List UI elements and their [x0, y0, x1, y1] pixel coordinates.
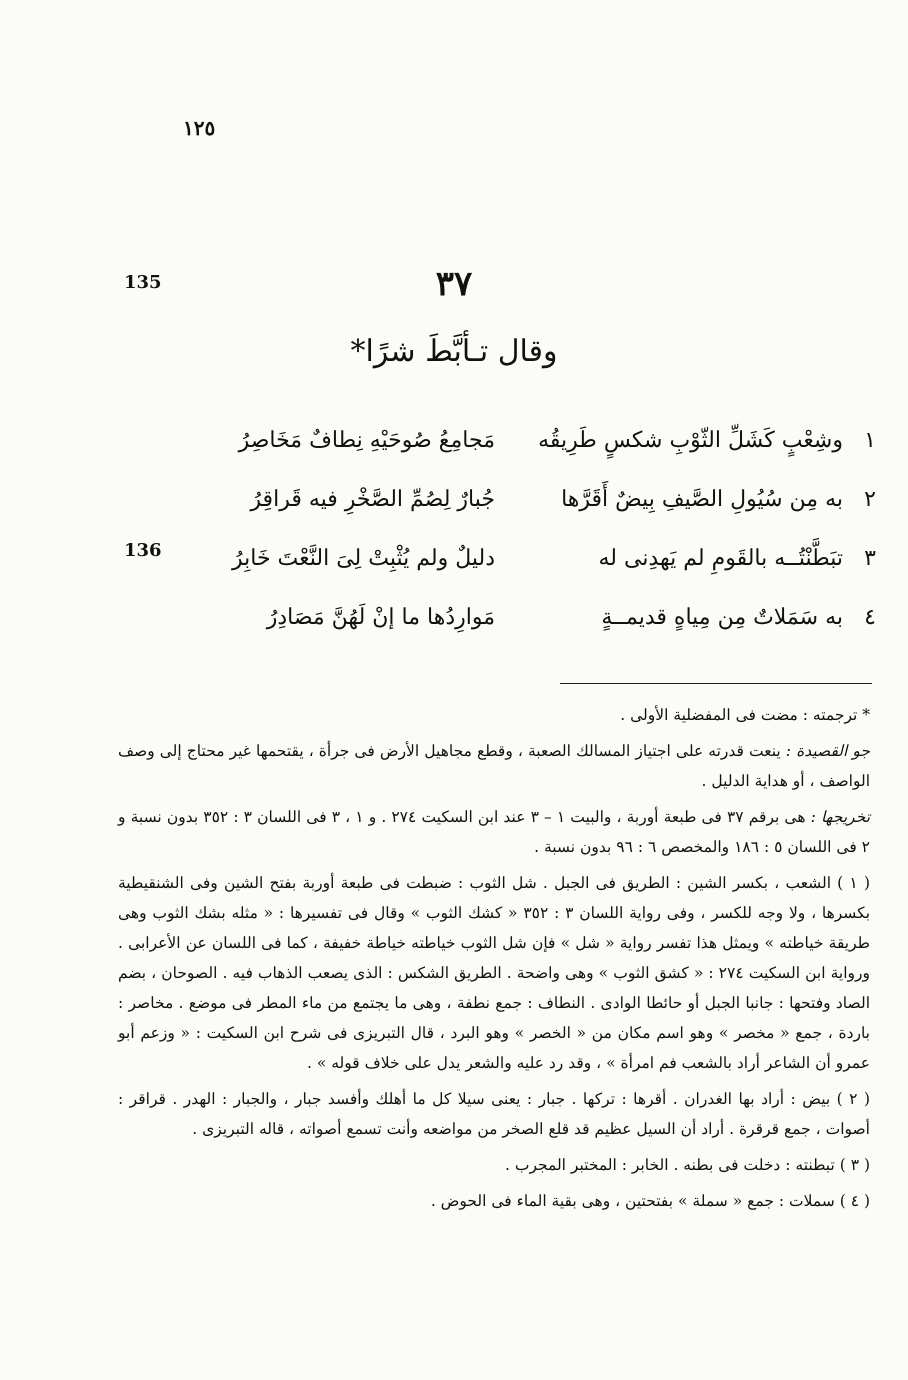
verse-second-hemistich: جُبارٌ لِصُمِّ الصَّخْرِ فيه قَراقِرُ — [250, 487, 495, 512]
footnotes — [118, 700, 870, 1222]
verse-row — [150, 605, 885, 655]
verse-second-hemistich: مَوارِدُها ما إنْ لَهُنَّ مَصَادِرُ — [266, 605, 495, 630]
note-gist — [118, 736, 870, 796]
poem-number: ٣٧ — [435, 264, 473, 304]
note-translation: * ترجمته : مضت فى المفضلية الأولى . — [620, 706, 870, 724]
verse-second-hemistich: دليلٌ ولم يُثْبِتْ لِىَ النَّعْتَ خَابِرُ — [231, 546, 495, 571]
note-gist-text: ينعت قدرته على اجتياز المسالك الصعبة ، وقطع مجاهيل الأرض فى جرأة ، يقتحمها غير محتاج إلى وصف الواصف ، أو هداية الدليل . — [118, 742, 870, 790]
verse-number: ٢ — [864, 487, 876, 512]
verse-row — [150, 487, 885, 537]
note-gist-label: جو القصيدة : — [785, 742, 870, 760]
margin-page-number: 136 — [124, 540, 162, 561]
verse-second-hemistich: مَجامِعُ صُوحَيْهِ نِطافٌ مَخَاصِرُ — [238, 428, 495, 453]
original-page-number: 135 — [124, 272, 162, 293]
verse-first-hemistich: به مِن سُيُولِ الصَّيفِ بِيضٌ أَقَرَّها — [561, 487, 843, 512]
verse-first-hemistich: به سَمَلاتٌ مِن مِياهٍ قديمــةٍ — [601, 605, 843, 630]
verse-row — [150, 428, 885, 478]
verse-first-hemistich: تبَطَّنْتُــه بالقَومِ لم يَهدِنى له — [598, 546, 843, 571]
verse-first-hemistich: وشِعْبٍ كَشَلِّ الثّوْبِ شكسٍ طَرِيقُه — [538, 428, 843, 453]
note-takhrij — [118, 802, 870, 862]
note-verse-2: ( ٢ ) بيض : أراد بها الغدران . أقرها : تركها . جبار : يعنى سيلا كل ما أهلك وأفسد جبار ، والجبار : الهدر . قراقر : أصوات ، جمع قرقرة . أراد أن السيل عظيم قد قلع الصخر من مواضعه وأنت تسمع أصواته ، قاله التبريزى . — [118, 1090, 870, 1138]
note-takhrij-label: تخريجها : — [810, 808, 871, 826]
note-verse-3: ( ٣ ) تبطنته : دخلت فى بطنه . الخابر : المختبر المجرب . — [505, 1156, 870, 1174]
verse-row — [150, 546, 885, 596]
poem-title: وقال تـأبَّطَ شرًا* — [350, 334, 558, 369]
arabic-page-number: ١٢٥ — [183, 116, 216, 140]
footnote-divider — [560, 683, 872, 684]
verse-number: ٤ — [864, 605, 876, 630]
note-verse-4: ( ٤ ) سملات : جمع « سملة » بفتحتين ، وهى بقية الماء فى الحوض . — [430, 1192, 870, 1210]
verse-number: ٣ — [864, 546, 876, 571]
verse-number: ١ — [864, 428, 876, 453]
note-takhrij-text: هى برقم ٣٧ فى طبعة أوربة ، والبيت ١ – ٣ عند ابن السكيت ٢٧٤ . و ١ ، ٣ فى اللسان ٣ : ٣٥٢ بدون نسبة و ٢ فى اللسان ٥ : ١٨٦ والمخصص ٦ : ٩٦ بدون نسبة . — [118, 808, 870, 856]
note-verse-1: ( ١ ) الشعب ، بكسر الشين : الطريق فى الجبل . شل الثوب : ضبطت فى طبعة أوربة بفتح الشين وفى الشنقيطية بكسرها ، ولا وجه للكسر ، وفى رواية اللسان ٣ : ٣٥٢ « كشك الثوب » وقال فى تفسيرها : « مثله بشك الثوب وهى طريقة خياطته » ويمثل هذا تفسر رواية « شل » فإن شل الثوب خياطته خياطة خفيفة ، كما فى اللسان عن الأعرابى . ورواية ابن السكيت ٢٧٤ : « كشق الثوب » وهى واضحة . الطريق الشكس : الذى يصعب الذهاب فيه . الصوحان ، بضم الصاد وفتحها : جانبا الجبل أو حائطا الوادى . النطاف : جمع نطفة ، وهى ما يجتمع من ماء المطر فى موضع . مخاصر : باردة ، جمع « مخصر » وهو اسم مكان من « الخصر » وهو البرد ، قال التبريزى فى شرح ابن السكيت : « وزعم أبو عمرو أن الشاعر أراد بالشعب فم امرأة » ، وقد رد عليه والشعر يدل على خلاف قوله » . — [118, 874, 871, 1072]
